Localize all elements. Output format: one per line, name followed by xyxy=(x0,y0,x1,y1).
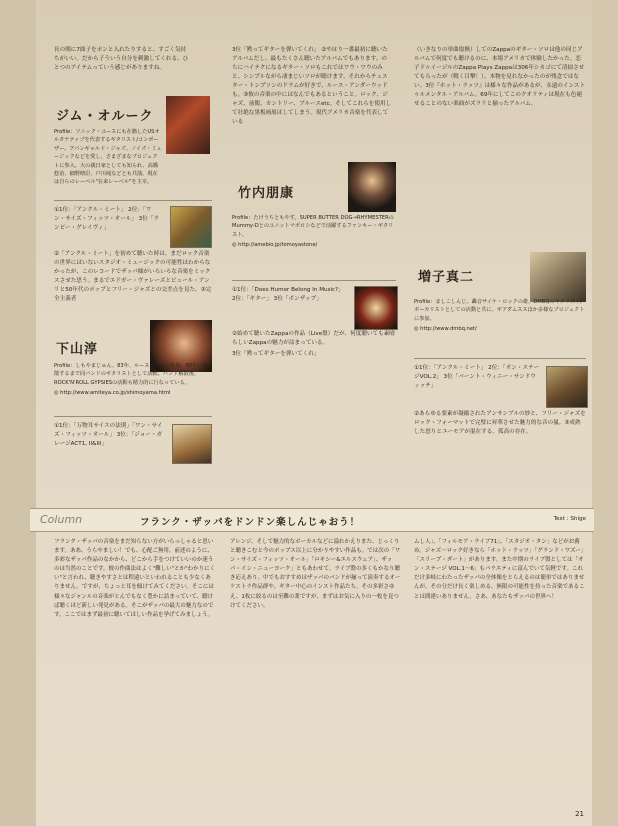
takeuchi-profile-text: Profile：たけうちともやす。SUPER BUTTER DOG→RHYMESTERのMummy-Dとのユニットマボロシなどで活躍するファンキー・ギタリスト。 xyxy=(232,215,394,238)
column-title: フランク・ザッパをドンドン楽しんじゃおう！ xyxy=(140,517,361,528)
shimoyama-profile xyxy=(54,362,212,414)
divider xyxy=(414,358,586,359)
shimoyama-url: ◎ http://www.amiteya.co.jp/shimoyama.html xyxy=(54,390,171,397)
middle-body xyxy=(232,46,392,176)
mashiko-picks xyxy=(414,364,540,404)
takeuchi-profile xyxy=(232,214,396,276)
takeuchi-photo xyxy=(348,162,396,212)
intro-paragraph: 長の間に7曲子をポンと入れたりすると、すごく気持ちがいい。だから子ういう自分を刺激してくれる、ひとつのアイテムっていう感じがありますね。 xyxy=(54,47,189,71)
column-text-middle xyxy=(230,538,402,804)
jim-orourke-photo xyxy=(166,96,210,154)
divider xyxy=(54,416,212,417)
album-cover-thumb xyxy=(170,206,212,248)
jim-profile xyxy=(54,128,162,198)
page-number: 21 xyxy=(575,810,584,818)
shimoyama-profile-text: Profile：しもやまじゅん、83年、ルースターズに参加。88年に解散するまで同バンドのギタリストとして活動。バンド解散後、ROCK'N'ROLL GYPSIESの活動も精力的に行なっている。 xyxy=(54,363,208,386)
mashiko-profile xyxy=(414,298,586,352)
takeuchi-url: ◎ http://amebio.jp/tomoyastone/ xyxy=(232,242,318,249)
takeuchi-rank3: 3位「黙ってギターを弾いてくれ」 xyxy=(232,351,320,357)
section-heading-takeuchi: 竹内朋康 xyxy=(238,186,295,201)
section-heading-mashiko: 増子真二 xyxy=(418,270,475,285)
right-body-text: （いきなりの単曲取換）してのZappaのギター・ソロは他の同じアルバムで何度でも聴けるのに、本場アメリカで体験したかった。恋子ドゥイージルのZappa Plays Zappaは306年シカゴにて清掃させてもらったが（戦く目撃！）、本物を見れなかったのが残念ではない。3位『ホット・ラッツ』は様々な作品があるが、永遠のインストゥルメンタル・アルバム。69年にしてこのクオリティは現在も色褪せることのない楽曲がズラリと揃ったアルバム。 xyxy=(414,47,586,107)
right-body xyxy=(414,46,586,226)
mashiko-comment-text: ②あらゆる要素が凝縮されたアンサンブルの妙と、フリー・ジャズをロック・フォーマットで完璧に昇華させた魅力的な音の嵐。③成熟した怒りとユーモアが混在する、孤高の存在。 xyxy=(414,411,586,435)
divider xyxy=(54,200,212,201)
mashiko-url: ◎ http://www.dmbq.net/ xyxy=(414,326,477,333)
jim-comment xyxy=(54,250,212,312)
section-heading-jim: ジム・オルーク xyxy=(56,109,154,124)
jim-picks-text: ①1位：「アンクル・ミート」 2位：「ワン・サイズ・フィッツ・オール」 3位「ランピー・グレイヴィ」 xyxy=(54,207,160,231)
jim-profile-text: Profile：ソニック・ユースにも在籍したUSオルタナティブを代表するギタリスト/コンポーザー。アバンギャルド・ジャズ、ノイズ・ミュージックなどを愛し、さまざまなプロジェクトに参入。大の親日家としても知られ、高橋悠治、細野晴臣、戸川純などとも共演。現在は自らのレーベル"在来レーベル"を主宰。 xyxy=(54,129,162,186)
divider xyxy=(232,280,396,281)
column-paragraph: ムし人」、「フィルモア・ライブ71」、「スタジオ・タン」などがお薦め。ジャズ〜ロック好きなら「ホット・ラッツ」「グランド・ワズー」「スリープ・ダート」があります。また中期のライブ盤としては「オン・ステージ VOL.1〜6」もバラエティに富んでいて気軽です。これだけ多岐にわたったザッパの全体像をとらえるのは簡単ではありませんが、その分だけ長く楽しめる、無限の可能性を持った音楽であることは間違いありません。さあ、あなたもザッパの世界へ！ xyxy=(414,539,585,600)
takeuchi-picks-text: ①1位：「Does Humor Belong In Music?」 2位：「ギター」 3位「ボンザップ」 xyxy=(232,287,344,302)
mashiko-profile-text: Profile：ましこしんじ。轟音サイケ・ロックの雄、DMBQのギタリスト/ボーカリストとしての活動と共に、ギアダムススほか多様なプロジェクトに参加。 xyxy=(414,299,585,322)
mashiko-photo xyxy=(530,252,586,302)
column-credit: Text : Shige xyxy=(553,516,586,522)
takeuchi-comment-text: ②始めて聴いたZappaの作品（Live盤）だが、何度聴いても素晴らしいZappaの魅力が詰まっている。 xyxy=(232,331,395,346)
jim-picks xyxy=(54,206,162,244)
album-cover-thumb xyxy=(172,424,212,464)
column-title-bar xyxy=(30,508,594,532)
section-heading-shimoyama: 下山淳 xyxy=(56,342,99,357)
shimoyama-picks-text: ①1位：「万物耳サイスの法則」「ワン・サイズ・フィッツ・オール」 3位：「ジョー・ガレージACT1, II&III」 xyxy=(54,423,163,447)
album-cover-thumb xyxy=(354,286,398,330)
column-paragraph: アレンジ、そして魅力的なボーカルなどに溢れかえりまた、じっくりと聴きこむと今のポップス以上に分かりやすい作品も。では次の「ワン・サイズ・フィッツ・オール」「ロキシー&エルスウェア」、ザッパ・イン・ニューヨーク」ともあわせて、ライブ盤の多くもかなり聴き応えあり。中でもおすすめはザッパのバンドが揃って演奏するオーケストラ作品群や、ギター中心のインスト作品たち。その多彩さゆえ、1枚に絞るのは至難の業ですが、まずはお気に入りの一枚を見つけてください。 xyxy=(230,539,401,609)
mashiko-picks-text: ①1位：「アンクル・ミート」 2位：「オン・ステージVOL.2」 3位「バーント・ウィニー・サンドウィッチ」 xyxy=(414,365,540,389)
column-paragraph: フランク・ザッパの音楽をまだ知らない方がいらっしゃると思います。ああ、うらやましい！でも、心配ご無用。前述のように、多彩なザッパ作品のなかから、どこから手をつけていいのか迷うのは当然のことです。彼の作曲法はよく"難しい"とか"わかりにくい"と言われ、聴きやすさとは程遠いといわれることも少なくありません。ですが、ちょっと耳を傾けてみてください。そこには様々なジャンルの音楽がとんでもなく豊かに詰まっていて、聴けば聴くほど新しい発見がある。そこがザッパの最大の魅力なのです。ここではまず最初に聴いてほしい作品を挙げてみましょう。 xyxy=(54,539,216,618)
album-cover-thumb xyxy=(546,366,588,408)
jim-comment-text: ②「アンクル・ミート」を初めて聴いた時は、まだロック音楽の世界にはいないスタジオ・ミュージックの可能性はわからなかったが、このレコードでザッパ様がいろいろな音楽をミックスさせた思う。まるでエドガー・ヴァレーズとビュール・アンリと50年代のポップとフリー・ジャズとの交差点を見た。③完全主義者 xyxy=(54,251,212,302)
column-tag: Column xyxy=(40,513,83,526)
page-gutter-right xyxy=(592,0,618,826)
intro-text xyxy=(54,46,190,94)
takeuchi-picks xyxy=(232,286,348,326)
mashiko-comment xyxy=(414,410,586,502)
page-gutter-left xyxy=(0,0,36,826)
shimoyama-picks xyxy=(54,422,164,466)
takeuchi-comment xyxy=(232,330,396,500)
column-text-right xyxy=(414,538,586,804)
middle-body-text: 3位「黙ってギターを弾いてくれ」 ②やはり一番最初に聴いたアルバムだし、最もたくさん聴いたアルバムでもあります。のちにハイテクになるギター・ソロもこれではワウ・ワウのみと、シンプルながら凄まじいソロが聴けます。それからチェスター・トンプソンのドラムが好きで、ルース・アンダーウッドも。③彼の音楽の中にはなんでもあるということ。ロック、ジャズ、前衛、カントリー、ブルースetc。そしてこれらを使用して壮絶な黒板画展はしてしまう。現代アメリカ音楽を代表している xyxy=(232,47,392,125)
column-text-left xyxy=(54,538,216,804)
